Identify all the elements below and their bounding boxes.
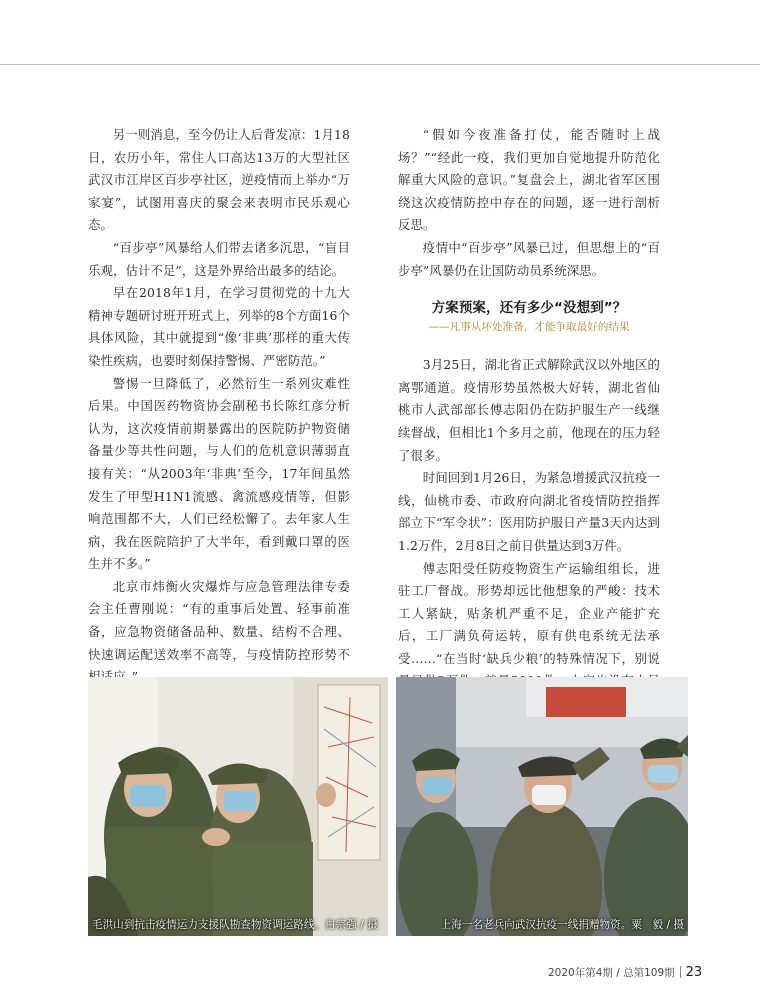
paragraph: 时间回到1月26日，为紧急增援武汉抗疫一线，仙桃市委、市政府向湖北省疫情防控指挥部立下“军令状”：医用防护服日产量3天内达到1.2万件，2月8日之前日供量达到3万件。 [398,470,660,553]
paragraph: 另一则消息，至今仍让人后背发凉：1月18日，农历小年，常住人口高达13万的大型社区武汉市江岸区百步亭社区，逆疫情而上举办“万家宴”，试图用喜庆的聚会来表明市民乐观心态。 [88,127,350,233]
page-number: 23 [685,965,703,980]
paragraph: 疫情中“百步亭”风暴已过，但思想上的“百步亭”风暴仍在让国防动员系统深思。 [398,239,660,278]
section-title: 方案预案，还有多少“没想到”？ [431,300,627,317]
photo-caption: 上海一名老兵向武汉抗疫一线捐赠物资。粟 毅 / 摄 [440,919,684,931]
section-subtitle: ——凡事从坏处准备，才能争取最好的结果 [428,321,630,334]
photo-caption: 毛洪山到抗击疫情运力支援队勘查物资调运路线。白宗强 / 摄 [92,919,378,931]
photo-veteran-donation [396,677,688,936]
paragraph: 早在2018年1月，在学习贯彻党的十九大精神专题研讨班开班式上，列举的8个方面16个具体风险，其中就提到“像‘非典’那样的重大传染性疾病，也要时刻保持警惕、严密防范。” [88,285,350,368]
page-footer [548,965,702,980]
photo-officers-illustration [88,677,388,936]
paragraph: 傅志阳受任防疫物资生产运输组组长，进驻工厂督战。形势却远比他想象的严峻：技术工人紧缺，贴条机严重不足，企业产能扩充后，工厂满负荷运转，原有供电系统无法承受……“在当时‘缺兵少粮’的特殊情况下，别说 [398,560,660,666]
paragraph: “假如今夜准备打仗，能否随时上战场？”“经此一疫，我们更加自觉地提升防范化解重大风险的意识。”复盘会上，湖北省军区围绕这次疫情防控中存在的问题，逐一进行剖析反思。 [398,127,660,233]
issue-info: 2020年第4期 / 总第109期 [548,967,675,979]
header-rule [0,64,760,65]
photo-officers-at-map [88,677,388,936]
photo-veterans-illustration [396,677,688,936]
paragraph: 警惕一旦降低了，必然衍生一系列灾难性后果。中国医药物资协会副秘书长陈红彦分析认为，这次疫情前期暴露出的医院防护物资储备量少等共性问题，与人们的危机意识薄弱直接有关：“从2003年‘非典’至今，17年间虽然发生了甲型H1N1流感、禽流感疫情等，但影响范围都不大，人们已经松懈了。去年家人生病，我在医院陪护了大半年，看到戴口罩的医生并不多。” [88,375,350,572]
paragraph: “百步亭”风暴给人们带去诸多沉思，“盲目乐观，估计不足”，这是外界给出最多的结论。 [88,239,350,278]
footer-divider [680,966,681,978]
paragraph: 北京市炜衡火灾爆炸与应急管理法律专委会主任曹刚说：“有的重事后处置、轻事前准备，应急物资储备品种、数量、结构不合理、快速调运配送效率不高等，与疫情防控形势不 [88,578,350,662]
paragraph: 3月25日，湖北省正式解除武汉以外地区的离鄂通道。疫情形势虽然极大好转，湖北省仙桃市人武部部长傅志阳仍在防护服生产一线继续督战，但相比1个多月之前，他现在的压力轻了很多。 [398,357,660,463]
